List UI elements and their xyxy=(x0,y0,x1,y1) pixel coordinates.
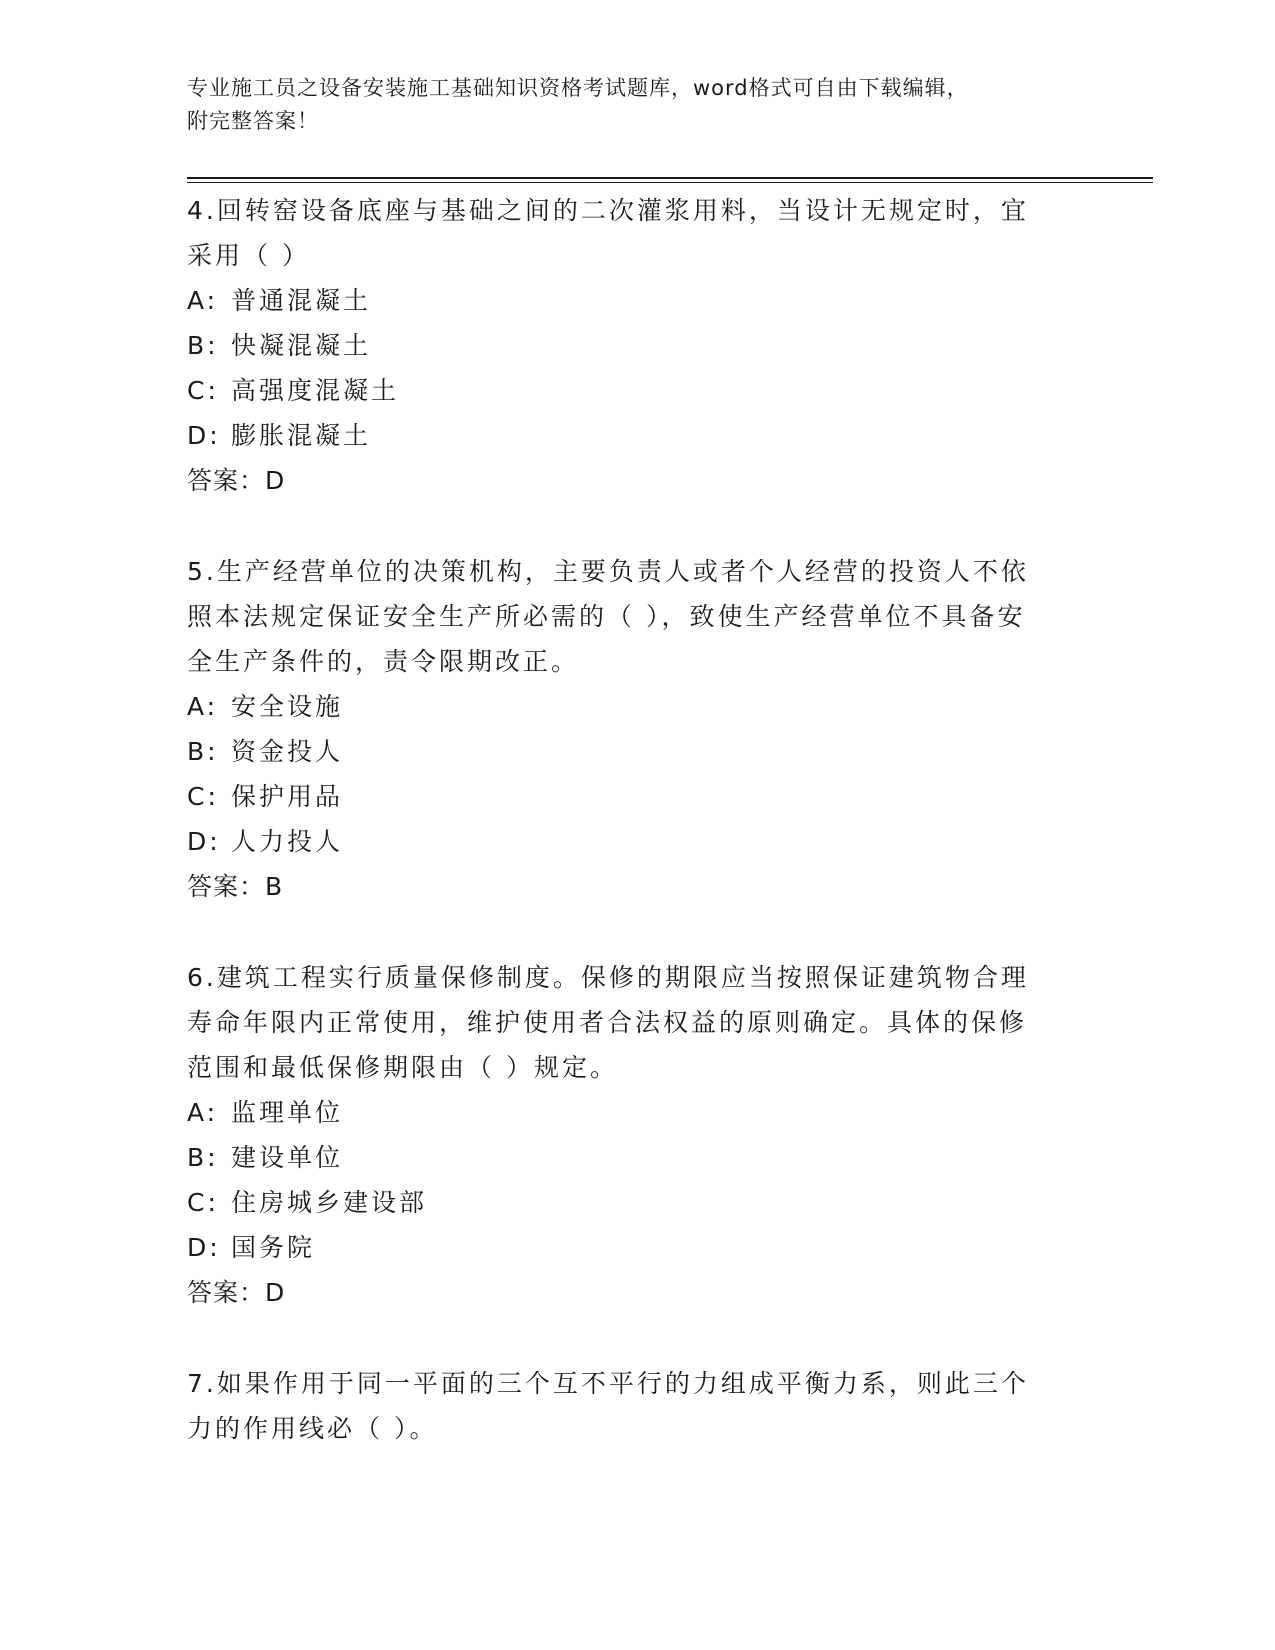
question-stem-line: 照本法规定保证安全生产所必需的（ ），致使生产经营单位不具备安 xyxy=(187,602,1026,631)
answer-line: 答案：D xyxy=(187,1278,286,1307)
option-text: 建设单位 xyxy=(231,1143,344,1172)
question-7 xyxy=(187,1361,1087,1451)
option-a xyxy=(187,1090,1087,1135)
option-text: 保护用品 xyxy=(231,782,344,811)
option-text: 监理单位 xyxy=(231,1098,344,1127)
option-text: 高强度混凝土 xyxy=(231,376,400,405)
option-text: 住房城乡建设部 xyxy=(231,1188,428,1217)
option-b xyxy=(187,729,1087,774)
option-text: 人力投人 xyxy=(231,827,344,856)
option-letter: B: xyxy=(187,737,219,766)
question-stem-line: 5.生产经营单位的决策机构，主要负责人或者个人经营的投资人不依 xyxy=(187,557,1029,586)
question-stem-line: 范围和最低保修期限由（ ）规定。 xyxy=(187,1053,618,1082)
question-gap xyxy=(187,1315,1087,1361)
question-stem-line: 4.回转窑设备底座与基础之间的二次灌浆用料，当设计无规定时，宜 xyxy=(187,196,1029,225)
answer-line: 答案：D xyxy=(187,466,286,495)
question-stem-line: 采用（ ） xyxy=(187,241,310,270)
option-letter: A: xyxy=(187,286,219,315)
question-gap xyxy=(187,909,1087,955)
question-list xyxy=(187,188,1087,1451)
question-stem-line: 寿命年限内正常使用，维护使用者合法权益的原则确定。具体的保修 xyxy=(187,1008,1028,1037)
option-text: 膨胀混凝土 xyxy=(231,421,372,450)
option-letter: B: xyxy=(187,331,219,360)
option-b xyxy=(187,1135,1087,1180)
option-a xyxy=(187,684,1087,729)
option-d xyxy=(187,413,1087,458)
option-b xyxy=(187,323,1087,368)
option-d xyxy=(187,819,1087,864)
question-4 xyxy=(187,188,1087,503)
option-letter: C: xyxy=(187,376,219,405)
question-stem-line: 6.建筑工程实行质量保修制度。保修的期限应当按照保证建筑物合理 xyxy=(187,963,1029,992)
option-c xyxy=(187,368,1087,413)
question-6 xyxy=(187,955,1087,1315)
header-line-1: 专业施工员之设备安装施工基础知识资格考试题库，word格式可自由下载编辑， xyxy=(187,76,969,100)
question-5 xyxy=(187,549,1087,909)
header-divider-thin xyxy=(187,182,1153,183)
header-divider-thick xyxy=(187,177,1153,179)
document-header xyxy=(187,72,1067,138)
option-letter: D: xyxy=(187,421,221,450)
option-letter: B: xyxy=(187,1143,219,1172)
option-text: 快凝混凝土 xyxy=(231,331,372,360)
option-d xyxy=(187,1225,1087,1270)
question-stem-line: 力的作用线必（ ）。 xyxy=(187,1414,438,1443)
answer-line: 答案：B xyxy=(187,872,284,901)
option-text: 国务院 xyxy=(231,1233,316,1262)
option-text: 资金投人 xyxy=(231,737,344,766)
option-letter: C: xyxy=(187,1188,219,1217)
option-text: 普通混凝土 xyxy=(231,286,372,315)
option-letter: A: xyxy=(187,692,219,721)
option-letter: D: xyxy=(187,1233,221,1262)
option-letter: C: xyxy=(187,782,219,811)
option-letter: D: xyxy=(187,827,221,856)
option-c xyxy=(187,1180,1087,1225)
option-letter: A: xyxy=(187,1098,219,1127)
question-stem-line: 7.如果作用于同一平面的三个互不平行的力组成平衡力系，则此三个 xyxy=(187,1369,1029,1398)
header-line-2: 附完整答案！ xyxy=(187,109,319,133)
option-a xyxy=(187,278,1087,323)
option-text: 安全设施 xyxy=(231,692,344,721)
option-c xyxy=(187,774,1087,819)
question-stem-line: 全生产条件的，责令限期改正。 xyxy=(187,647,580,676)
question-gap xyxy=(187,503,1087,549)
